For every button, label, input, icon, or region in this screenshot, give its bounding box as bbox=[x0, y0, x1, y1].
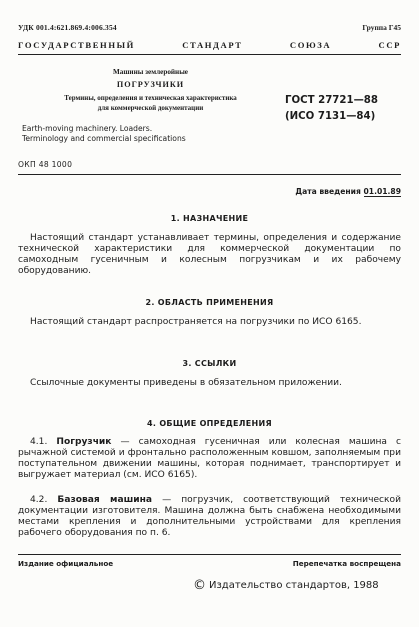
okp-code: ОКП 48 1000 bbox=[18, 160, 73, 169]
standard-subtitle-line2: для коммерческой документации bbox=[97, 103, 204, 112]
section-4-heading: 4. ОБЩИЕ ОПРЕДЕЛЕНИЯ bbox=[147, 419, 272, 428]
definition-4-1-number: 4.1. bbox=[30, 437, 57, 447]
section-2-heading: 2. ОБЛАСТЬ ПРИМЕНЕНИЯ bbox=[145, 298, 274, 307]
definition-4-1-text: — самоходная гусеничная или колесная машина с рычажной системой и фронтально расположенным ковшом, заполняемым при поступательном движении машины, которая поднимает, транспортирует и выгружает материал (см. ИСО 6165). bbox=[18, 437, 401, 480]
footer-line bbox=[18, 559, 401, 571]
udk-code: УДК 001.4:621.869.4:006.354 bbox=[18, 23, 117, 32]
section-1-text: Настоящий стандарт устанавливает термины, определения и содержание технической характеристики для коммерческой документации по самоходным гусеничным и колесным погрузчикам и их рабочему оборудованию. bbox=[18, 233, 401, 276]
english-title bbox=[22, 124, 282, 143]
standard-subtitle-line1: Термины, определения и техническая характеристика bbox=[64, 94, 237, 102]
definition-4-2-number: 4.2. bbox=[30, 495, 58, 505]
copyright-text: Издательство стандартов, 1988 bbox=[209, 580, 379, 591]
english-title-line2: Terminology and commercial specifications bbox=[22, 133, 186, 143]
standard-name: ПОГРУЗЧИКИ bbox=[116, 80, 185, 89]
group-code: Группа Г45 bbox=[362, 23, 401, 32]
footer-rule bbox=[18, 554, 401, 555]
intro-date bbox=[295, 187, 401, 196]
header-line bbox=[18, 23, 401, 35]
intro-date-value: 01.01.89 bbox=[363, 187, 401, 196]
state-standard-title: ГОСУДАРСТВЕННЫЙ СТАНДАРТ СОЮЗА ССР bbox=[18, 40, 401, 50]
gost-designation bbox=[285, 93, 400, 125]
official-edition: Издание официальное bbox=[18, 559, 114, 568]
definition-4-2-text: — погрузчик, соответствующий технической документации изготовителя. Машина должна быть снабжена необходимыми местами крепления и дополнительными устройствами для крепления рабочего оборудования по п. 6. bbox=[18, 495, 402, 538]
definition-4-1 bbox=[18, 437, 401, 481]
definition-4-1-term: Погрузчик bbox=[56, 437, 112, 447]
standard-titles bbox=[18, 67, 283, 113]
english-title-line1: Earth-moving machinery. Loaders. bbox=[22, 124, 153, 133]
gost-number: ГОСТ 27721—88 bbox=[285, 95, 378, 106]
title-rule bbox=[18, 174, 401, 175]
intro-date-label: Дата введения bbox=[295, 187, 364, 196]
copyright-symbol: © bbox=[193, 578, 206, 593]
definition-4-2 bbox=[18, 495, 401, 539]
section-1-heading: 1. НАЗНАЧЕНИЕ bbox=[170, 214, 249, 223]
section-3-heading: 3. ССЫЛКИ bbox=[182, 359, 237, 368]
header-rule bbox=[18, 54, 401, 55]
standard-category: Машины землеройные bbox=[112, 68, 188, 76]
section-3-text: Ссылочные документы приведены в обязательном приложении. bbox=[30, 378, 342, 388]
definition-4-2-term: Базовая машина bbox=[57, 495, 153, 505]
iso-number: (ИСО 7131—84) bbox=[285, 111, 376, 122]
reprint-prohibited: Перепечатка воспрещена bbox=[292, 559, 401, 568]
section-2-text: Настоящий стандарт распространяется на погрузчики по ИСО 6165. bbox=[30, 317, 362, 327]
copyright bbox=[193, 578, 379, 593]
